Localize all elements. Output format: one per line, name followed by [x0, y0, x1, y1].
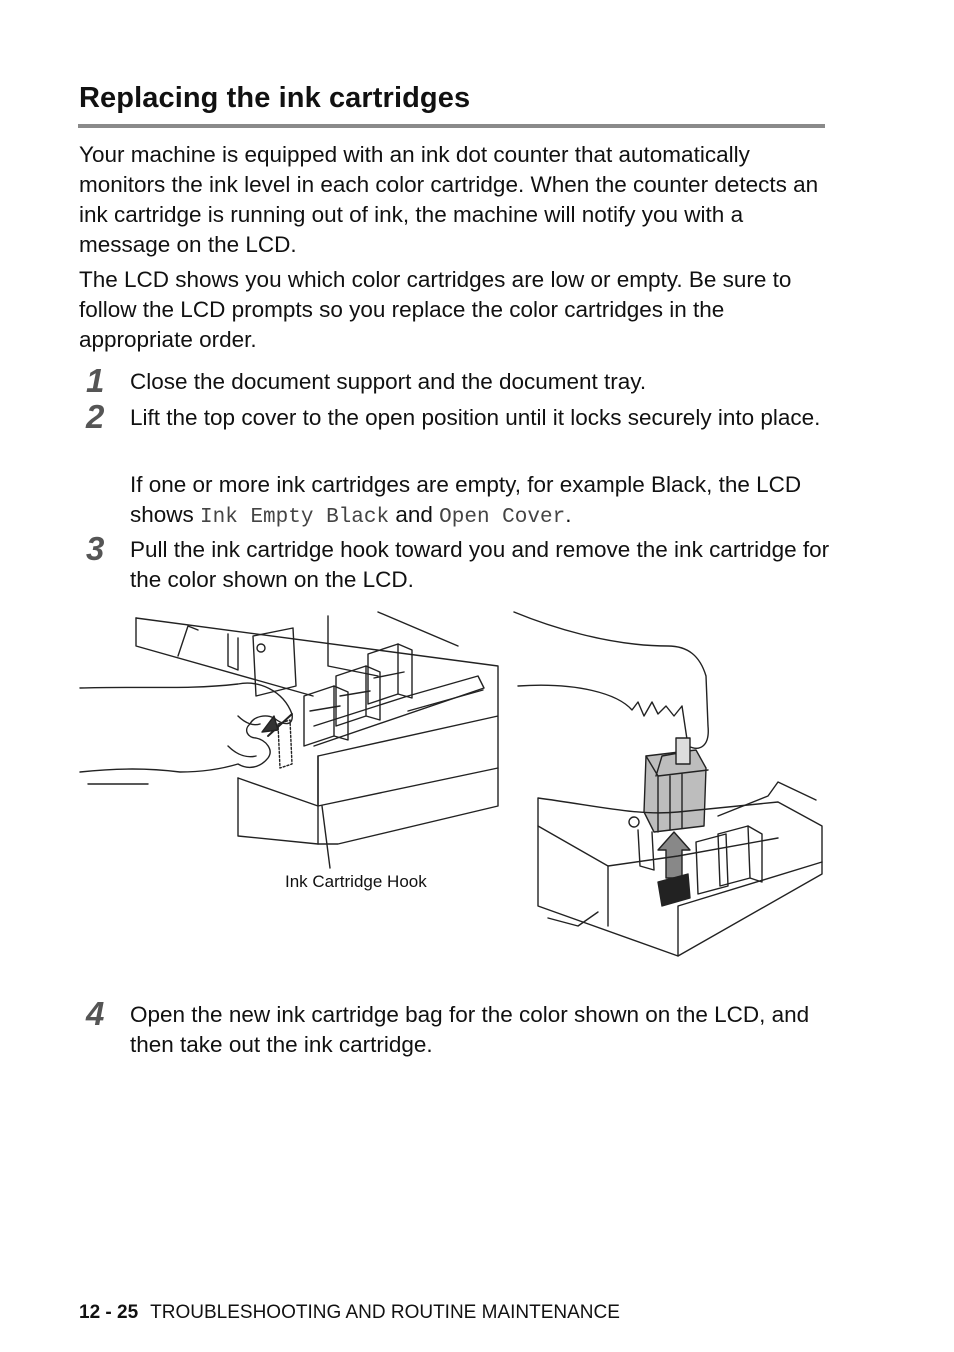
title-underline — [78, 124, 825, 128]
step-text: Lift the top cover to the open position until it locks securely into place. — [130, 405, 821, 430]
step-number: 3 — [86, 530, 105, 567]
ink-cartridge-illustration — [78, 606, 826, 984]
step-text: Pull the ink cartridge hook toward you and remove the ink cartridge for the color shown on the LCD. — [130, 537, 830, 592]
lcd-message: Open Cover — [439, 506, 566, 529]
page-footer — [79, 1302, 620, 1324]
step-2-note — [130, 470, 830, 533]
step-number: 2 — [86, 398, 105, 435]
page-number: 12 - 25 — [79, 1302, 139, 1323]
intro-paragraph: The LCD shows you which color cartridges are low or empty. Be sure to follow the LCD prompts so you replace the color cartridges in the appropriate order. — [79, 267, 792, 352]
step-text: Close the document support and the document tray. — [130, 369, 647, 394]
ink-cartridge-hook-callout: Ink Cartridge Hook — [285, 872, 427, 891]
step-text: Open the new ink cartridge bag for the color shown on the LCD, and then take out the ink cartridge. — [130, 1002, 810, 1057]
note-text: . — [565, 502, 572, 527]
step-number: 4 — [86, 995, 105, 1032]
page-title: Replacing the ink cartridges — [79, 82, 471, 114]
note-text: and — [395, 502, 433, 527]
machine-left-drawing — [80, 612, 498, 868]
lcd-message: Ink Empty Black — [200, 506, 390, 529]
intro-paragraph: Your machine is equipped with an ink dot counter that automatically monitors the ink level in each color cartridge. When the counter detects an ink cartridge is running out of ink, the machine will notify you with a message on the LCD. — [79, 142, 819, 257]
machine-right-drawing — [514, 612, 822, 956]
note-text: If one or more ink cartridges are empty, for example Black, the LCD shows — [130, 472, 802, 527]
step-number: 1 — [86, 362, 105, 399]
section-title: TROUBLESHOOTING AND ROUTINE MAINTENANCE — [150, 1302, 620, 1323]
